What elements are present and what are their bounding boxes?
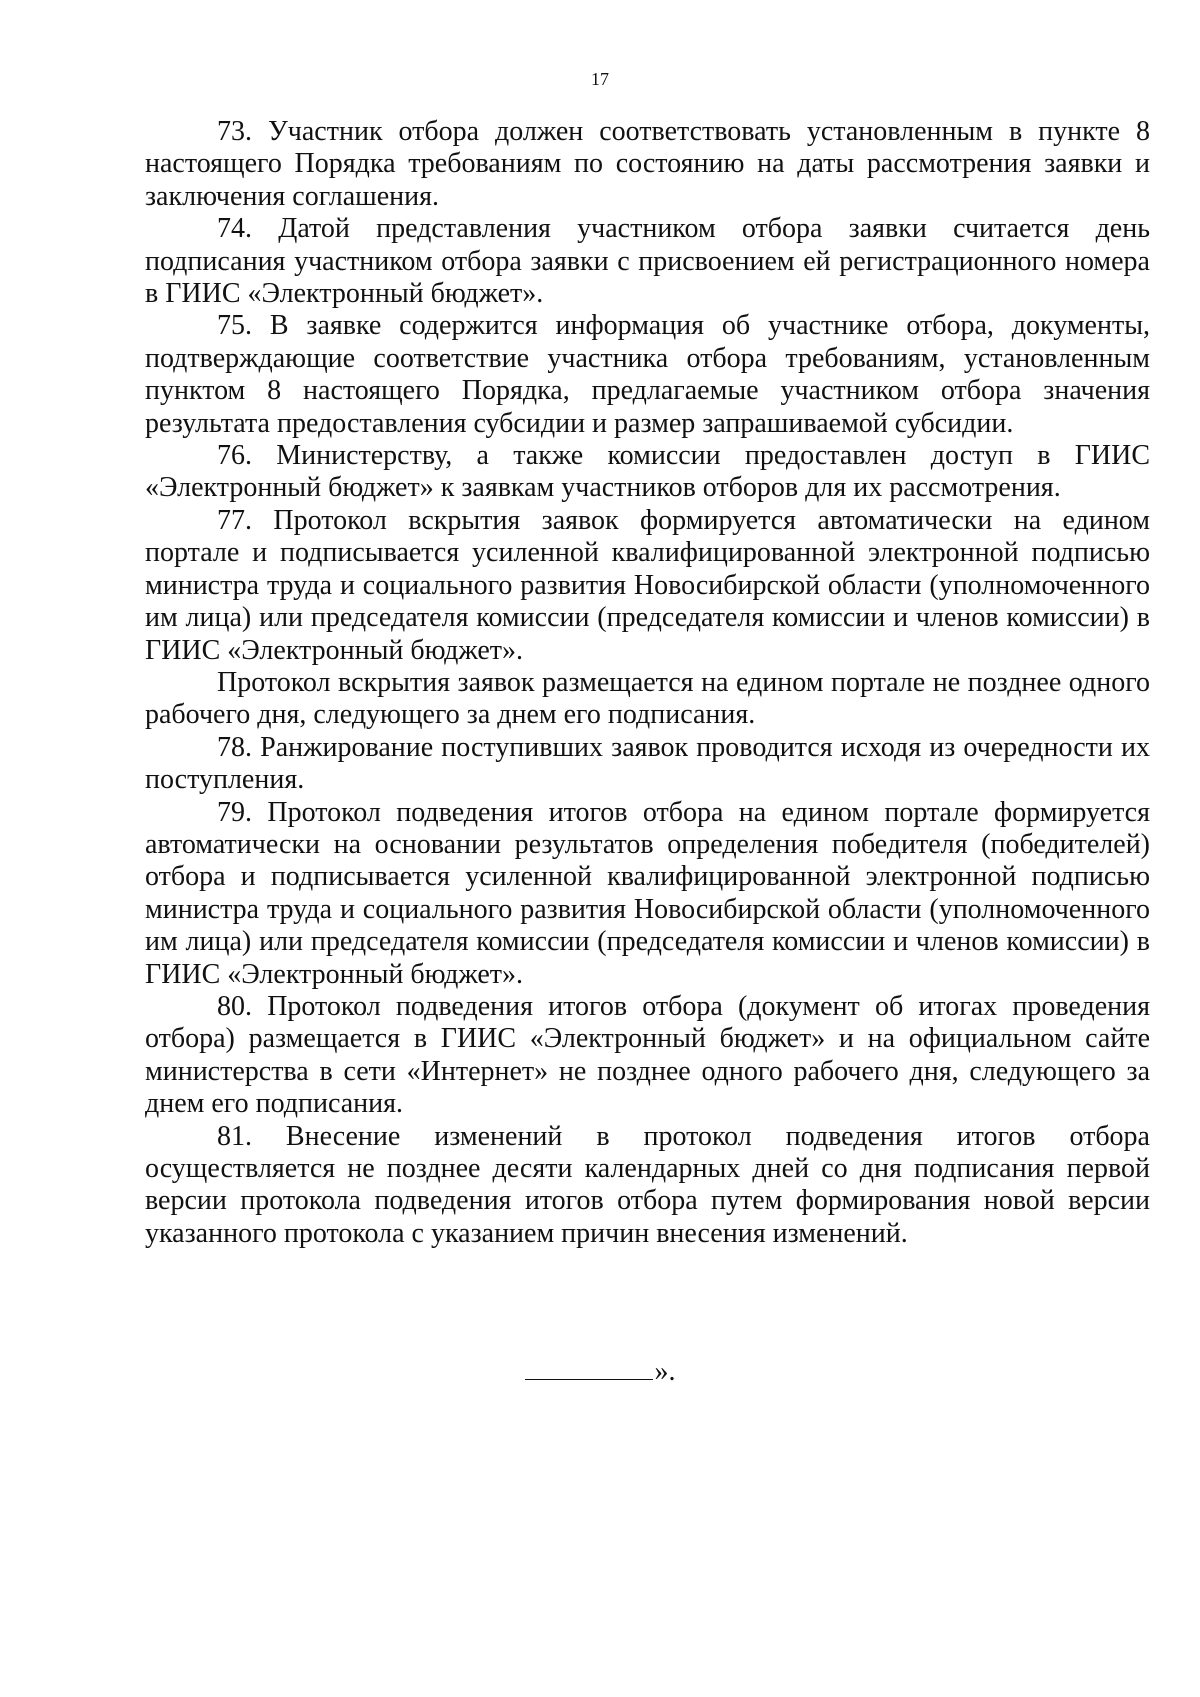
paragraph-79: 79. Протокол подведения итогов отбора на едином портале формируется автоматически на основании результатов определения победителя (победителей) отбора и подписывается усиленной квалифицированной электронной подписью министра труда и социального развития Новосибирской области (уполномоченного им лица) или председателя комиссии (председателя комиссии и членов комиссии) в ГИИС «Электронный бюджет». [145,796,1150,990]
document-body [145,116,1150,1250]
signature-line [525,1355,653,1380]
paragraph-76: 76. Министерству, а также комиссии предоставлен доступ в ГИИС «Электронный бюджет» к заявкам участников отборов для их рассмотрения. [145,440,1150,504]
paragraph-74: 74. Датой представления участником отбора заявки считается день подписания участником отбора заявки с присвоением ей регистрационного номера в ГИИС «Электронный бюджет». [145,213,1150,310]
document-ending [0,1355,1200,1389]
paragraph-73: 73. Участник отбора должен соответствовать установленным в пункте 8 настоящего Порядка требованиям по состоянию на даты рассмотрения заявки и заключения соглашения. [145,116,1150,212]
page-number: 17 [591,69,609,89]
paragraph-80: 80. Протокол подведения итогов отбора (документ об итогах проведения отбора) размещается в ГИИС «Электронный бюджет» и на официальном сайте министерства в сети «Интернет» не позднее одного рабочего дня, следующего за днем его подписания. [145,990,1150,1120]
closing-quote-mark: ». [654,1356,676,1387]
paragraph-75: 75. В заявке содержится информация об участнике отбора, документы, подтверждающие соответствие участника отбора требованиям, установленным пунктом 8 настоящего Порядка, предлагаемые участником отбора значения результата предоставления субсидии и размер запрашиваемой субсидии. [145,310,1150,439]
paragraph-78: 78. Ранжирование поступивших заявок проводится исходя из очередности их поступления. [145,731,1150,796]
paragraph-77-continuation: Протокол вскрытия заявок размещается на едином портале не позднее одного рабочего дня, следующего за днем его подписания. [145,666,1150,731]
paragraph-77: 77. Протокол вскрытия заявок формируется автоматически на едином портале и подписывается усиленной квалифицированной электронной подписью министра труда и социального развития Новосибирской области (уполномоченного им лица) или председателя комиссии (председателя комиссии и членов комиссии) в ГИИС «Электронный бюджет». [145,504,1150,666]
paragraph-81: 81. Внесение изменений в протокол подведения итогов отбора осуществляется не позднее десяти календарных дней со дня подписания первой версии протокола подведения итогов отбора путем формирования новой версии указанного протокола с указанием причин внесения изменений. [145,1120,1150,1249]
